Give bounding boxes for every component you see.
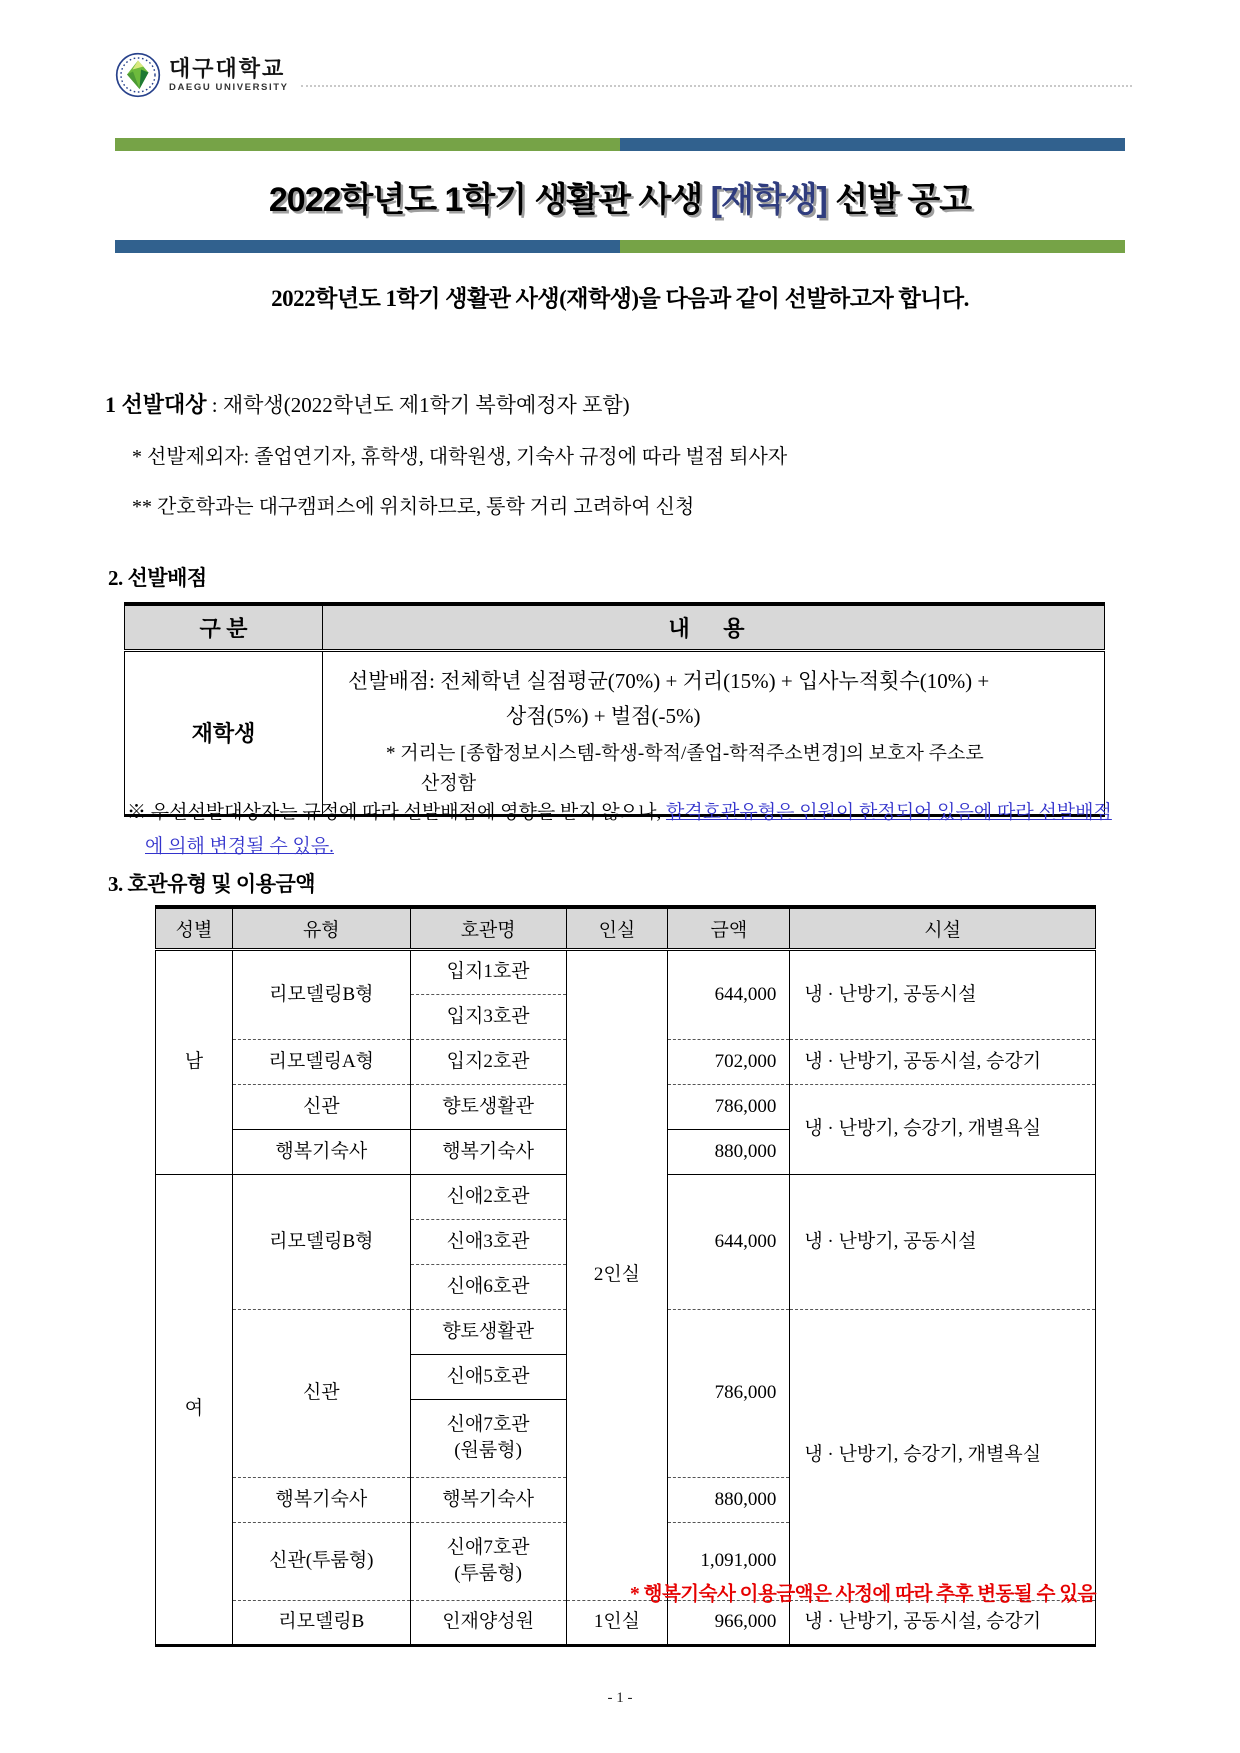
- housing-table-cell: 786,000: [668, 1084, 790, 1129]
- section-1-title-rest: : 재학생(2022학년도 제1학기 복학예정자 포함): [206, 393, 630, 417]
- priority-remark: [127, 796, 1112, 864]
- housing-table-cell: 남: [184, 1051, 204, 1073]
- housing-table-cell: 966,000: [668, 1600, 790, 1645]
- housing-table-cell: 644,000: [668, 1174, 790, 1309]
- scoring-row-label: 재학생: [125, 650, 323, 815]
- section-2-heading: 2. 선발배점: [108, 566, 207, 590]
- section-1-heading: [105, 388, 1135, 419]
- scoring-header-content: 내 용: [323, 604, 1105, 650]
- scoring-formula-line-2: 상점(5%) + 벌점(-5%): [506, 704, 701, 729]
- scoring-formula-line-1: 선발배점: 전체학년 실점평균(70%) + 거리(15%) + 입사누적횟수(10%) +: [348, 668, 990, 693]
- priority-remark-link-line2: [127, 836, 334, 857]
- banner-bar-green-segment: [115, 138, 620, 151]
- university-logo: [115, 52, 289, 98]
- housing-table: [155, 905, 1096, 1647]
- housing-table-cell: 행복기숙사: [232, 1477, 410, 1522]
- housing-table-cell: 786,000: [668, 1309, 790, 1477]
- housing-table-cell: 신애5호관: [410, 1354, 566, 1399]
- scoring-note-line-2: 산정함: [421, 773, 477, 795]
- intro-sentence: 2022학년도 1학기 생활관 사생(재학생)을 다음과 같이 선발하고자 합니다.: [271, 286, 969, 311]
- housing-table-cell: 리모델링A형: [232, 1039, 410, 1084]
- housing-table-cell: 행복기숙사: [232, 1129, 410, 1174]
- housing-table-cell: 신애6호관: [410, 1264, 566, 1309]
- page-title-prefix: 2022학년도 1학기 생활관 사생: [268, 181, 711, 219]
- banner-bar-blue-segment: [620, 138, 1125, 151]
- banner-bar-blue-segment: [115, 240, 620, 253]
- housing-table-cell: 1인실: [566, 1600, 668, 1645]
- priority-remark-link-part2[interactable]: 에 의해 변경될 수 있음.: [145, 836, 334, 858]
- banner-top-bar: [115, 138, 1125, 151]
- housing-table-cell: 입지2호관: [410, 1039, 566, 1084]
- housing-col-header: 금액: [668, 907, 790, 949]
- housing-table-cell: 리모델링B: [232, 1600, 410, 1645]
- housing-table-cell: 냉 · 난방기, 공동시설, 승강기: [790, 1600, 1096, 1645]
- housing-col-header: 인실: [566, 907, 668, 949]
- scoring-table-row: [125, 650, 1105, 815]
- page-title-suffix: 선발 공고: [826, 181, 972, 219]
- housing-table-cell: 리모델링B형: [232, 1174, 410, 1309]
- housing-table-cell: 냉 · 난방기, 공동시설, 승강기: [790, 1039, 1096, 1084]
- housing-table-cell: 2인실: [566, 949, 668, 1600]
- housing-table-row: [156, 949, 1096, 994]
- priority-remark-prefix: ※ 우선선발대상자는 규정에 따라 선발배점에 영향을 받지 않으나,: [127, 802, 666, 823]
- priority-remark-link-part1[interactable]: 합격호관유형은 인원이 한정되어 있음에 따라 선발배점: [665, 802, 1112, 823]
- housing-table-cell: 리모델링B형: [232, 949, 410, 1039]
- section-1-title: 1 선발대상: [105, 392, 207, 417]
- housing-col-header: 시설: [790, 907, 1096, 949]
- housing-table-cell: 880,000: [668, 1477, 790, 1522]
- university-name-en: DAEGU UNIVERSITY: [169, 82, 289, 94]
- housing-table-cell: 향토생활관: [410, 1084, 566, 1129]
- housing-table-row: [156, 1600, 1096, 1645]
- housing-table-header-row: [156, 907, 1096, 949]
- banner-bar-green-segment: [620, 240, 1125, 253]
- housing-table-cell: 644,000: [668, 949, 790, 1039]
- housing-table-cell: 냉 · 난방기, 공동시설: [790, 1174, 1096, 1309]
- housing-table-cell: 여: [156, 1174, 233, 1645]
- housing-table-cell: 신관: [232, 1084, 410, 1129]
- banner-bottom-bar: [115, 240, 1125, 253]
- header-dotted-rule: [301, 85, 1132, 87]
- housing-table-cell: 신관: [232, 1309, 410, 1477]
- housing-table-cell: 인재양성원: [410, 1600, 566, 1645]
- fee-change-footnote: * 행복기숙사 이용금액은 사정에 따라 추후 변동될 수 있음: [629, 1584, 1096, 1605]
- housing-table-cell: 신애3호관: [410, 1219, 566, 1264]
- page-title: [115, 172, 1125, 221]
- page-title-highlight: [재학생]: [710, 181, 827, 219]
- title-banner: [115, 138, 1125, 253]
- housing-table-cell: 냉 · 난방기, 공동시설: [790, 949, 1096, 1039]
- section-1: [105, 388, 1135, 519]
- university-name-ko: 대구대학교: [169, 55, 286, 81]
- scoring-note-line-1: * 거리는 [종합정보시스템-학생-학적/졸업-학적주소변경]의 보호자 주소로: [386, 742, 984, 764]
- housing-table-cell: 입지1호관: [410, 949, 566, 994]
- scoring-table: [124, 602, 1105, 817]
- scoring-row-content: [323, 650, 1105, 815]
- housing-table-cell: 향토생활관: [410, 1309, 566, 1354]
- page-number: - 1 -: [607, 1690, 633, 1706]
- housing-col-header: 호관명: [410, 907, 566, 949]
- housing-col-header: 성별: [156, 907, 233, 949]
- housing-table-cell: 입지3호관: [410, 994, 566, 1039]
- university-logo-text: [169, 57, 289, 93]
- housing-table-cell: 702,000: [668, 1039, 790, 1084]
- housing-table-cell: 880,000: [668, 1129, 790, 1174]
- housing-table-cell: 신애2호관: [410, 1174, 566, 1219]
- housing-table-cell: 신애7호관 (투룸형): [410, 1522, 566, 1600]
- housing-table-cell: 행복기숙사: [410, 1129, 566, 1174]
- section-1-note-2: ** 간호학과는 대구캠퍼스에 위치하므로, 통학 거리 고려하여 신청: [132, 496, 695, 518]
- scoring-header-category: 구 분: [125, 604, 323, 650]
- housing-table-cell: 냉 · 난방기, 승강기, 개별욕실: [790, 1084, 1096, 1174]
- housing-table-cell: 신관(투룸형): [232, 1522, 410, 1600]
- housing-table-cell: 냉 · 난방기, 승강기, 개별욕실: [790, 1309, 1096, 1600]
- document-header: [115, 52, 1132, 98]
- university-emblem-icon: [115, 52, 161, 98]
- scoring-table-header-row: [125, 604, 1105, 650]
- housing-table-cell: 행복기숙사: [410, 1477, 566, 1522]
- housing-table-cell: 1,091,000: [668, 1522, 790, 1600]
- section-3-heading: 3. 호관유형 및 이용금액: [108, 872, 316, 896]
- housing-table-cell: 신애7호관 (원룸형): [410, 1399, 566, 1477]
- section-1-note-1: * 선발제외자: 졸업연기자, 휴학생, 대학원생, 기숙사 규정에 따라 벌점 퇴사자: [132, 446, 788, 468]
- housing-col-header: 유형: [232, 907, 410, 949]
- housing-table-body: [156, 949, 1096, 1645]
